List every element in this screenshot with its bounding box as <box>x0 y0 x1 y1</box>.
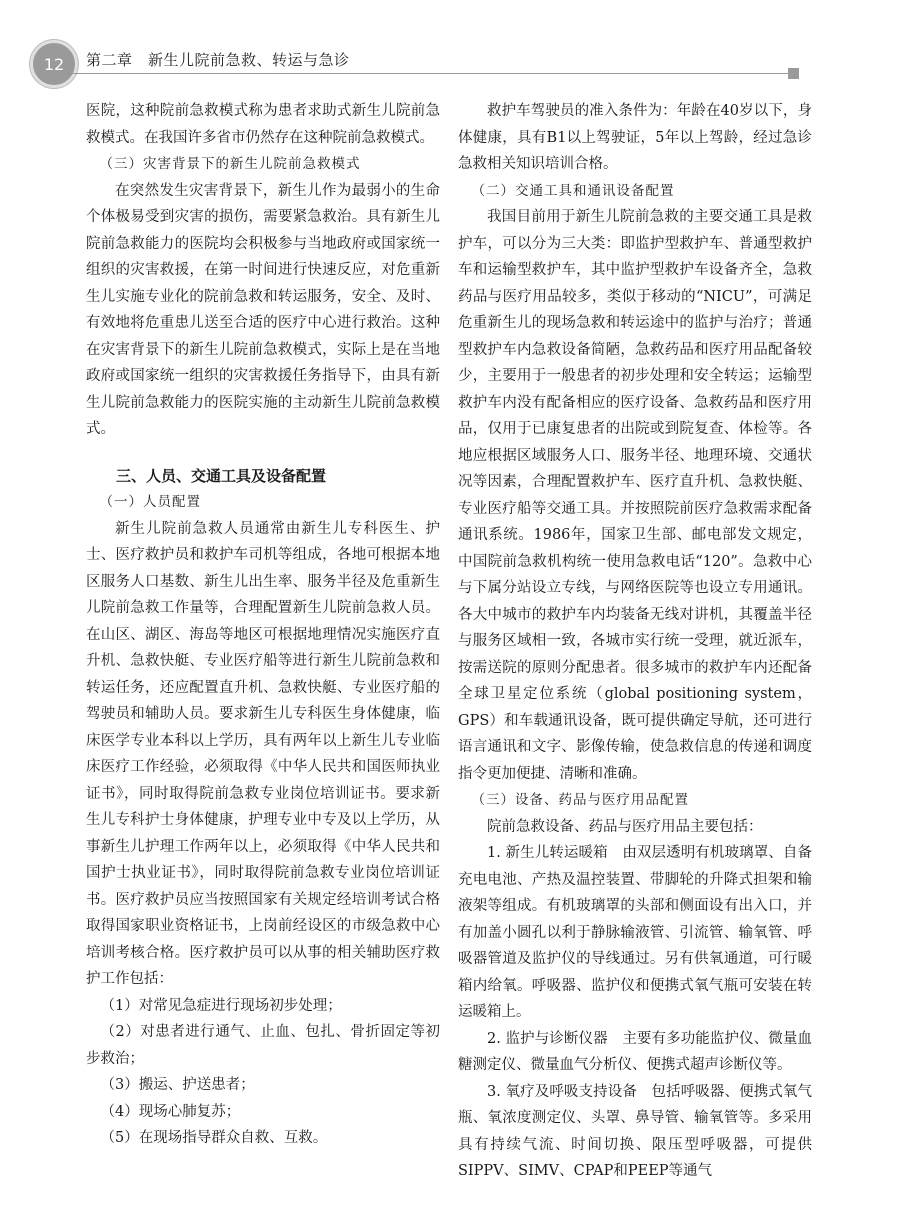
paragraph-continued: 医院，这种院前急救模式称为患者求助式新生儿院前急救模式。在我国许多省市仍然存在这种院前急救模式。 <box>86 103 440 146</box>
equipment-item-respiratory: 3. 氧疗及呼吸支持设备 包括呼吸器、便携式氧气瓶、氧浓度测定仪、头罩、鼻导管、输氧管等。多采用具有持续气流、时间切换、限压型呼吸器，可提供SIPPV、SIMV、CPAP和PEEP等通气 <box>458 1083 812 1179</box>
paragraph-staff: 新生儿院前急救人员通常由新生儿专科医生、护士、医疗救护员和救护车司机等组成，各地可根据本地区服务人口基数、新生儿出生率、服务半径及危重新生儿院前急救工作量等，合理配置新生儿院前急救人员。在山区、湖区、海岛等地区可根据地理情况实施医疗直升机、急救快艇、专业医疗船等进行新生儿院前急救和转运任务，还应配置直升机、急救快艇、专业医疗船的驾驶员和辅助人员。要求新生儿专科医生身体健康，临床医学专业本科以上学历，具有两年以上新生儿专业临床医疗工作经验，必须取得《中华人民共和国医师执业证书》，同时取得院前急救专业岗位培训证书。要求新生儿专科护士身体健康，护理专业中专及以上学历，从事新生儿护理工作两年以上，必须取得《中华人民共和国护士执业证书》，同时取得院前急救专业岗位培训证书。医疗救护员应当按照国家有关规定经培训考试合格取得国家职业资格证书，上岗前经设区的市级急救中心培训考核合格。医疗救护员可以从事的相关辅助医疗救护工作包括： <box>86 520 440 987</box>
subheading-vehicles: （二）交通工具和通讯设备配置 <box>471 182 675 199</box>
list-item: （2）对患者进行通气、止血、包扎、骨折固定等初步救治； <box>86 1024 440 1067</box>
paragraph-disaster: 在突然发生灾害背景下，新生儿作为最弱小的生命个体极易受到灾害的损伤，需要紧急救治。具有新生儿院前急救能力的医院均会积极参与当地政府或国家统一组织的灾害救援，在第一时间进行快速反应，对危重新生儿实施专业化的院前急救和转运服务，安全、及时、有效地将危重患儿送至合适的医疗中心进行救治。这种在灾害背景下的新生儿院前急救模式，实际上是在当地政府或国家统一组织的灾害救援任务指导下，由具有新生儿院前急救能力的医院实施的主动新生儿院前急救模式。 <box>86 182 440 437</box>
list-item: （1）对常见急症进行现场初步处理； <box>100 997 342 1014</box>
page-number: 12 <box>43 54 65 74</box>
subheading-equipment: （三）设备、药品与医疗用品配置 <box>471 792 689 808</box>
list-item: （3）搬运、护送患者； <box>100 1077 255 1093</box>
left-column <box>86 98 440 1152</box>
header-divider <box>70 73 798 74</box>
subheading-staff: （一）人员配置 <box>99 494 201 510</box>
chapter-title: 第二章 新生儿院前急救、转运与急诊 <box>86 51 350 69</box>
page-header <box>0 0 900 85</box>
equipment-item-monitoring: 2. 监护与诊断仪器 主要有多功能监护仪、微量血糖测定仪、微量血气分析仪、便携式超声诊断仪等。 <box>458 1030 812 1073</box>
equipment-item-incubator: 1. 新生儿转运暖箱 由双层透明有机玻璃罩、自备充电电池、产热及温控装置、带脚轮的升降式担架和输液架等组成。有机玻璃罩的头部和侧面设有出入口，并有加盖小圆孔以利于静脉输液管、引流管、输氧管、呼吸器管道及监护仪的导线通过。另有供氧通道，可行暖箱内给氧。呼吸器、监护仪和便携式氧气瓶可安装在转运暖箱上。 <box>458 845 812 1020</box>
paragraph-vehicles: 我国目前用于新生儿院前急救的主要交通工具是救护车，可以分为三大类：即监护型救护车、普通型救护车和运输型救护车，其中监护型救护车设备齐全，急救药品与医疗用品较多，类似于移动的“NICU”，可满足危重新生儿的现场急救和转运途中的监护与治疗；普通型救护车内急救设备简陋，急救药品和医疗用品配备较少，主要用于一般患者的初步处理和安全转运；运输型救护车内没有配备相应的医疗设备、急救药品和医疗用品，仅用于已康复患者的出院或到院复查、体检等。各地应根据区域服务人口、服务半径、地理环境、交通状况等因素，合理配置救护车、医疗直升机、急救快艇、专业医疗船等交通工具。并按照院前医疗急救需求配备通讯系统。1986年，国家卫生部、邮电部发文规定，中国院前急救机构统一使用急救电话“120”。急救中心与下属分站设立专线，与网络医院等也设立专用通讯。各大中城市的救护车内均装备无线对讲机，其覆盖半径与服务区域相一致，各城市实行统一受理，就近派车，按需送院的原则分配患者。很多城市的救护车内还配备全球卫星定位系统（global positioning system，GPS）和车载通讯设备，既可提供确定导航，还可进行语言通讯和文字、影像传输，使急救信息的传递和调度指令更加便捷、清晰和准确。 <box>458 209 812 782</box>
list-item: （5）在现场指导群众自救、互救。 <box>100 1130 328 1146</box>
section-heading-staff-vehicles-equipment: 三、人员、交通工具及设备配置 <box>116 466 327 485</box>
header-square-marker <box>788 68 799 79</box>
page-number-badge <box>30 40 78 88</box>
paragraph-driver: 救护车驾驶员的准入条件为：年龄在40岁以下，身体健康，具有B1以上驾驶证，5年以上驾龄，经过急诊急救相关知识培训合格。 <box>458 103 812 172</box>
right-column <box>458 98 812 1185</box>
paragraph-equipment-intro: 院前急救设备、药品与医疗用品主要包括： <box>487 818 763 835</box>
subheading-disaster-mode: （三）灾害背景下的新生儿院前急救模式 <box>99 156 361 172</box>
list-item: （4）现场心肺复苏； <box>100 1103 241 1120</box>
